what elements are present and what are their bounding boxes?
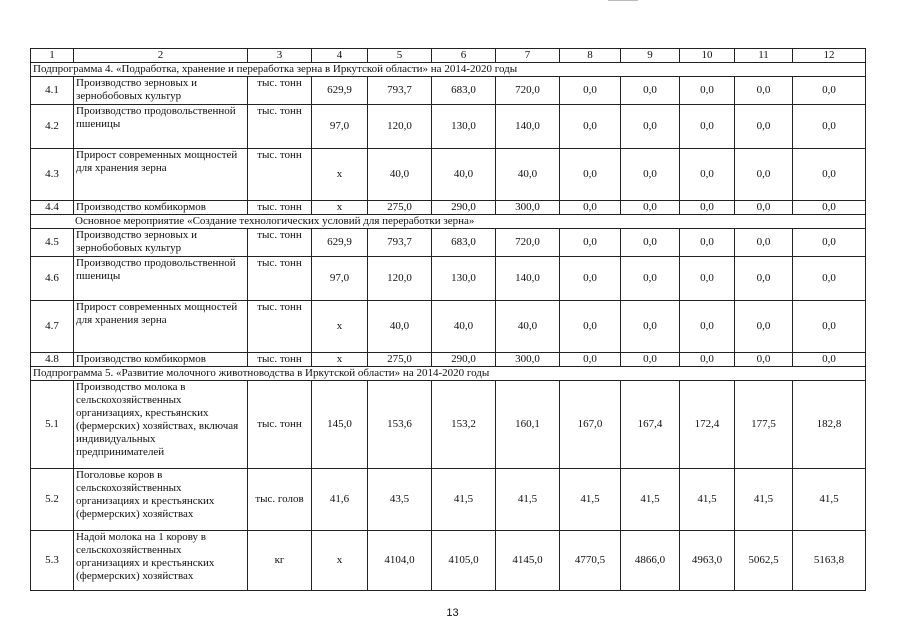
column-header: 11 xyxy=(735,49,793,63)
value-cell: 41,5 xyxy=(560,469,621,531)
value-cell: 40,0 xyxy=(496,301,560,353)
value-cell: 683,0 xyxy=(432,77,496,105)
unit-cell: тыс. тонн xyxy=(248,149,312,201)
table-row xyxy=(31,469,866,531)
row-number: 4.3 xyxy=(31,149,74,201)
page-number: 13 xyxy=(446,607,459,619)
unit-cell: тыс. тонн xyxy=(248,301,312,353)
value-cell: 0,0 xyxy=(735,353,793,367)
value-cell: 40,0 xyxy=(368,149,432,201)
value-cell: 0,0 xyxy=(735,201,793,215)
row-number: 4.1 xyxy=(31,77,74,105)
unit-cell: кг xyxy=(248,531,312,591)
indicator-name: Производство комбикормов xyxy=(74,201,248,215)
value-cell: 40,0 xyxy=(432,301,496,353)
value-cell: 0,0 xyxy=(621,257,680,301)
value-cell: 0,0 xyxy=(793,105,866,149)
value-cell: 4963,0 xyxy=(680,531,735,591)
header-row xyxy=(31,49,866,63)
section-title: Подпрограмма 5. «Развитие молочного животноводства в Иркутской области» на 2014-2020 годы xyxy=(31,367,866,381)
table-row xyxy=(31,77,866,105)
indicator-name: Поголовье коров в сельскохозяйственных организациях и крестьянских (фермерских) хозяйствах xyxy=(74,469,248,531)
value-cell: х xyxy=(312,201,368,215)
table-row xyxy=(31,105,866,149)
value-cell: 140,0 xyxy=(496,105,560,149)
value-cell: 629,9 xyxy=(312,77,368,105)
value-cell: 120,0 xyxy=(368,257,432,301)
value-cell: 300,0 xyxy=(496,201,560,215)
value-cell: 0,0 xyxy=(735,257,793,301)
value-cell: 683,0 xyxy=(432,229,496,257)
table-row xyxy=(31,257,866,301)
column-header: 7 xyxy=(496,49,560,63)
value-cell: 629,9 xyxy=(312,229,368,257)
unit-cell: тыс. тонн xyxy=(248,353,312,367)
value-cell: 182,8 xyxy=(793,381,866,469)
column-header: 6 xyxy=(432,49,496,63)
value-cell: 0,0 xyxy=(680,201,735,215)
value-cell: 0,0 xyxy=(680,149,735,201)
column-header: 5 xyxy=(368,49,432,63)
value-cell: 4866,0 xyxy=(621,531,680,591)
value-cell: 97,0 xyxy=(312,257,368,301)
value-cell: 0,0 xyxy=(560,353,621,367)
table-row xyxy=(31,531,866,591)
table-row xyxy=(31,301,866,353)
value-cell: 4770,5 xyxy=(560,531,621,591)
value-cell: 0,0 xyxy=(680,257,735,301)
value-cell: 40,0 xyxy=(432,149,496,201)
value-cell: 0,0 xyxy=(560,105,621,149)
unit-cell: тыс. тонн xyxy=(248,105,312,149)
value-cell: 0,0 xyxy=(793,77,866,105)
value-cell: 4104,0 xyxy=(368,531,432,591)
value-cell: 41,6 xyxy=(312,469,368,531)
column-header: 10 xyxy=(680,49,735,63)
indicator-name: Производство продовольственной пшеницы xyxy=(74,105,248,149)
value-cell: 41,5 xyxy=(621,469,680,531)
indicator-name: Производство продовольственной пшеницы xyxy=(74,257,248,301)
value-cell: 5062,5 xyxy=(735,531,793,591)
value-cell: 0,0 xyxy=(680,77,735,105)
column-header: 8 xyxy=(560,49,621,63)
value-cell: 290,0 xyxy=(432,201,496,215)
value-cell: 0,0 xyxy=(621,301,680,353)
value-cell: 167,0 xyxy=(560,381,621,469)
value-cell: 0,0 xyxy=(793,301,866,353)
section-title: Основное мероприятие «Создание технологических условий для переработки зерна» xyxy=(31,215,866,229)
value-cell: 0,0 xyxy=(560,149,621,201)
value-cell: 0,0 xyxy=(560,301,621,353)
value-cell: 0,0 xyxy=(680,301,735,353)
unit-cell: тыс. тонн xyxy=(248,381,312,469)
section-title: Подпрограмма 4. «Подработка, хранение и переработка зерна в Иркутской области» на 2014-2020 годы xyxy=(31,63,866,77)
value-cell: 793,7 xyxy=(368,229,432,257)
value-cell: 97,0 xyxy=(312,105,368,149)
indicator-name: Надой молока на 1 корову в сельскохозяйственных организациях и крестьянских (фермерских) хозяйствах xyxy=(74,531,248,591)
value-cell: 41,5 xyxy=(496,469,560,531)
value-cell: 153,6 xyxy=(368,381,432,469)
column-header: 1 xyxy=(31,49,74,63)
value-cell: х xyxy=(312,301,368,353)
row-number: 4.7 xyxy=(31,301,74,353)
table-row xyxy=(31,149,866,201)
row-number: 4.2 xyxy=(31,105,74,149)
value-cell: 275,0 xyxy=(368,201,432,215)
value-cell: х xyxy=(312,353,368,367)
value-cell: х xyxy=(312,149,368,201)
indicator-name: Производство комбикормов xyxy=(74,353,248,367)
value-cell: 0,0 xyxy=(735,301,793,353)
column-header: 4 xyxy=(312,49,368,63)
value-cell: 290,0 xyxy=(432,353,496,367)
value-cell: 0,0 xyxy=(621,77,680,105)
table-row xyxy=(31,229,866,257)
value-cell: 4105,0 xyxy=(432,531,496,591)
table-row xyxy=(31,201,866,215)
value-cell: 0,0 xyxy=(793,229,866,257)
value-cell: 160,1 xyxy=(496,381,560,469)
column-header: 12 xyxy=(793,49,866,63)
value-cell: 0,0 xyxy=(793,353,866,367)
value-cell: 41,5 xyxy=(793,469,866,531)
value-cell: 300,0 xyxy=(496,353,560,367)
row-number: 4.5 xyxy=(31,229,74,257)
value-cell: 41,5 xyxy=(432,469,496,531)
value-cell: 0,0 xyxy=(735,149,793,201)
value-cell: 0,0 xyxy=(793,149,866,201)
column-header: 3 xyxy=(248,49,312,63)
table-row xyxy=(31,353,866,367)
value-cell: 720,0 xyxy=(496,229,560,257)
value-cell: 40,0 xyxy=(368,301,432,353)
value-cell: 0,0 xyxy=(735,77,793,105)
value-cell: 140,0 xyxy=(496,257,560,301)
table-body xyxy=(31,49,866,591)
value-cell: 153,2 xyxy=(432,381,496,469)
column-header: 2 xyxy=(74,49,248,63)
row-number: 5.1 xyxy=(31,381,74,469)
value-cell: 0,0 xyxy=(560,229,621,257)
value-cell: 167,4 xyxy=(621,381,680,469)
value-cell: 40,0 xyxy=(496,149,560,201)
unit-cell: тыс. тонн xyxy=(248,257,312,301)
indicators-table xyxy=(30,48,866,591)
value-cell: 793,7 xyxy=(368,77,432,105)
unit-cell: тыс. тонн xyxy=(248,229,312,257)
row-number: 4.8 xyxy=(31,353,74,367)
value-cell: 4145,0 xyxy=(496,531,560,591)
value-cell: 0,0 xyxy=(621,353,680,367)
indicator-name: Прирост современных мощностей для хранения зерна xyxy=(74,149,248,201)
section-row xyxy=(31,63,866,77)
unit-cell: тыс. тонн xyxy=(248,77,312,105)
value-cell: 0,0 xyxy=(621,229,680,257)
indicator-name: Производство зерновых и зернобобовых культур xyxy=(74,77,248,105)
value-cell: 172,4 xyxy=(680,381,735,469)
row-number: 5.2 xyxy=(31,469,74,531)
scan-artifact-line xyxy=(608,0,638,4)
value-cell: 145,0 xyxy=(312,381,368,469)
value-cell: 0,0 xyxy=(621,201,680,215)
value-cell: 0,0 xyxy=(735,105,793,149)
indicator-name: Прирост современных мощностей для хранения зерна xyxy=(74,301,248,353)
value-cell: 0,0 xyxy=(793,257,866,301)
table-row xyxy=(31,381,866,469)
value-cell: 720,0 xyxy=(496,77,560,105)
value-cell: 130,0 xyxy=(432,257,496,301)
row-number: 4.4 xyxy=(31,201,74,215)
unit-cell: тыс. тонн xyxy=(248,201,312,215)
unit-cell: тыс. голов xyxy=(248,469,312,531)
section-row xyxy=(31,215,866,229)
value-cell: 0,0 xyxy=(680,353,735,367)
value-cell: 0,0 xyxy=(680,229,735,257)
value-cell: 0,0 xyxy=(560,77,621,105)
indicator-name: Производство зерновых и зернобобовых культур xyxy=(74,229,248,257)
column-header: 9 xyxy=(621,49,680,63)
value-cell: 43,5 xyxy=(368,469,432,531)
value-cell: 0,0 xyxy=(560,201,621,215)
value-cell: 177,5 xyxy=(735,381,793,469)
value-cell: 275,0 xyxy=(368,353,432,367)
value-cell: 130,0 xyxy=(432,105,496,149)
section-row xyxy=(31,367,866,381)
value-cell: х xyxy=(312,531,368,591)
value-cell: 41,5 xyxy=(680,469,735,531)
value-cell: 0,0 xyxy=(680,105,735,149)
value-cell: 41,5 xyxy=(735,469,793,531)
value-cell: 0,0 xyxy=(735,229,793,257)
indicator-name: Производство молока в сельскохозяйственных организациях, крестьянских (фермерских) хозяйствах, включая индивидуальных предпринимателей xyxy=(74,381,248,469)
row-number: 5.3 xyxy=(31,531,74,591)
value-cell: 120,0 xyxy=(368,105,432,149)
value-cell: 5163,8 xyxy=(793,531,866,591)
value-cell: 0,0 xyxy=(560,257,621,301)
value-cell: 0,0 xyxy=(621,105,680,149)
value-cell: 0,0 xyxy=(793,201,866,215)
row-number: 4.6 xyxy=(31,257,74,301)
value-cell: 0,0 xyxy=(621,149,680,201)
